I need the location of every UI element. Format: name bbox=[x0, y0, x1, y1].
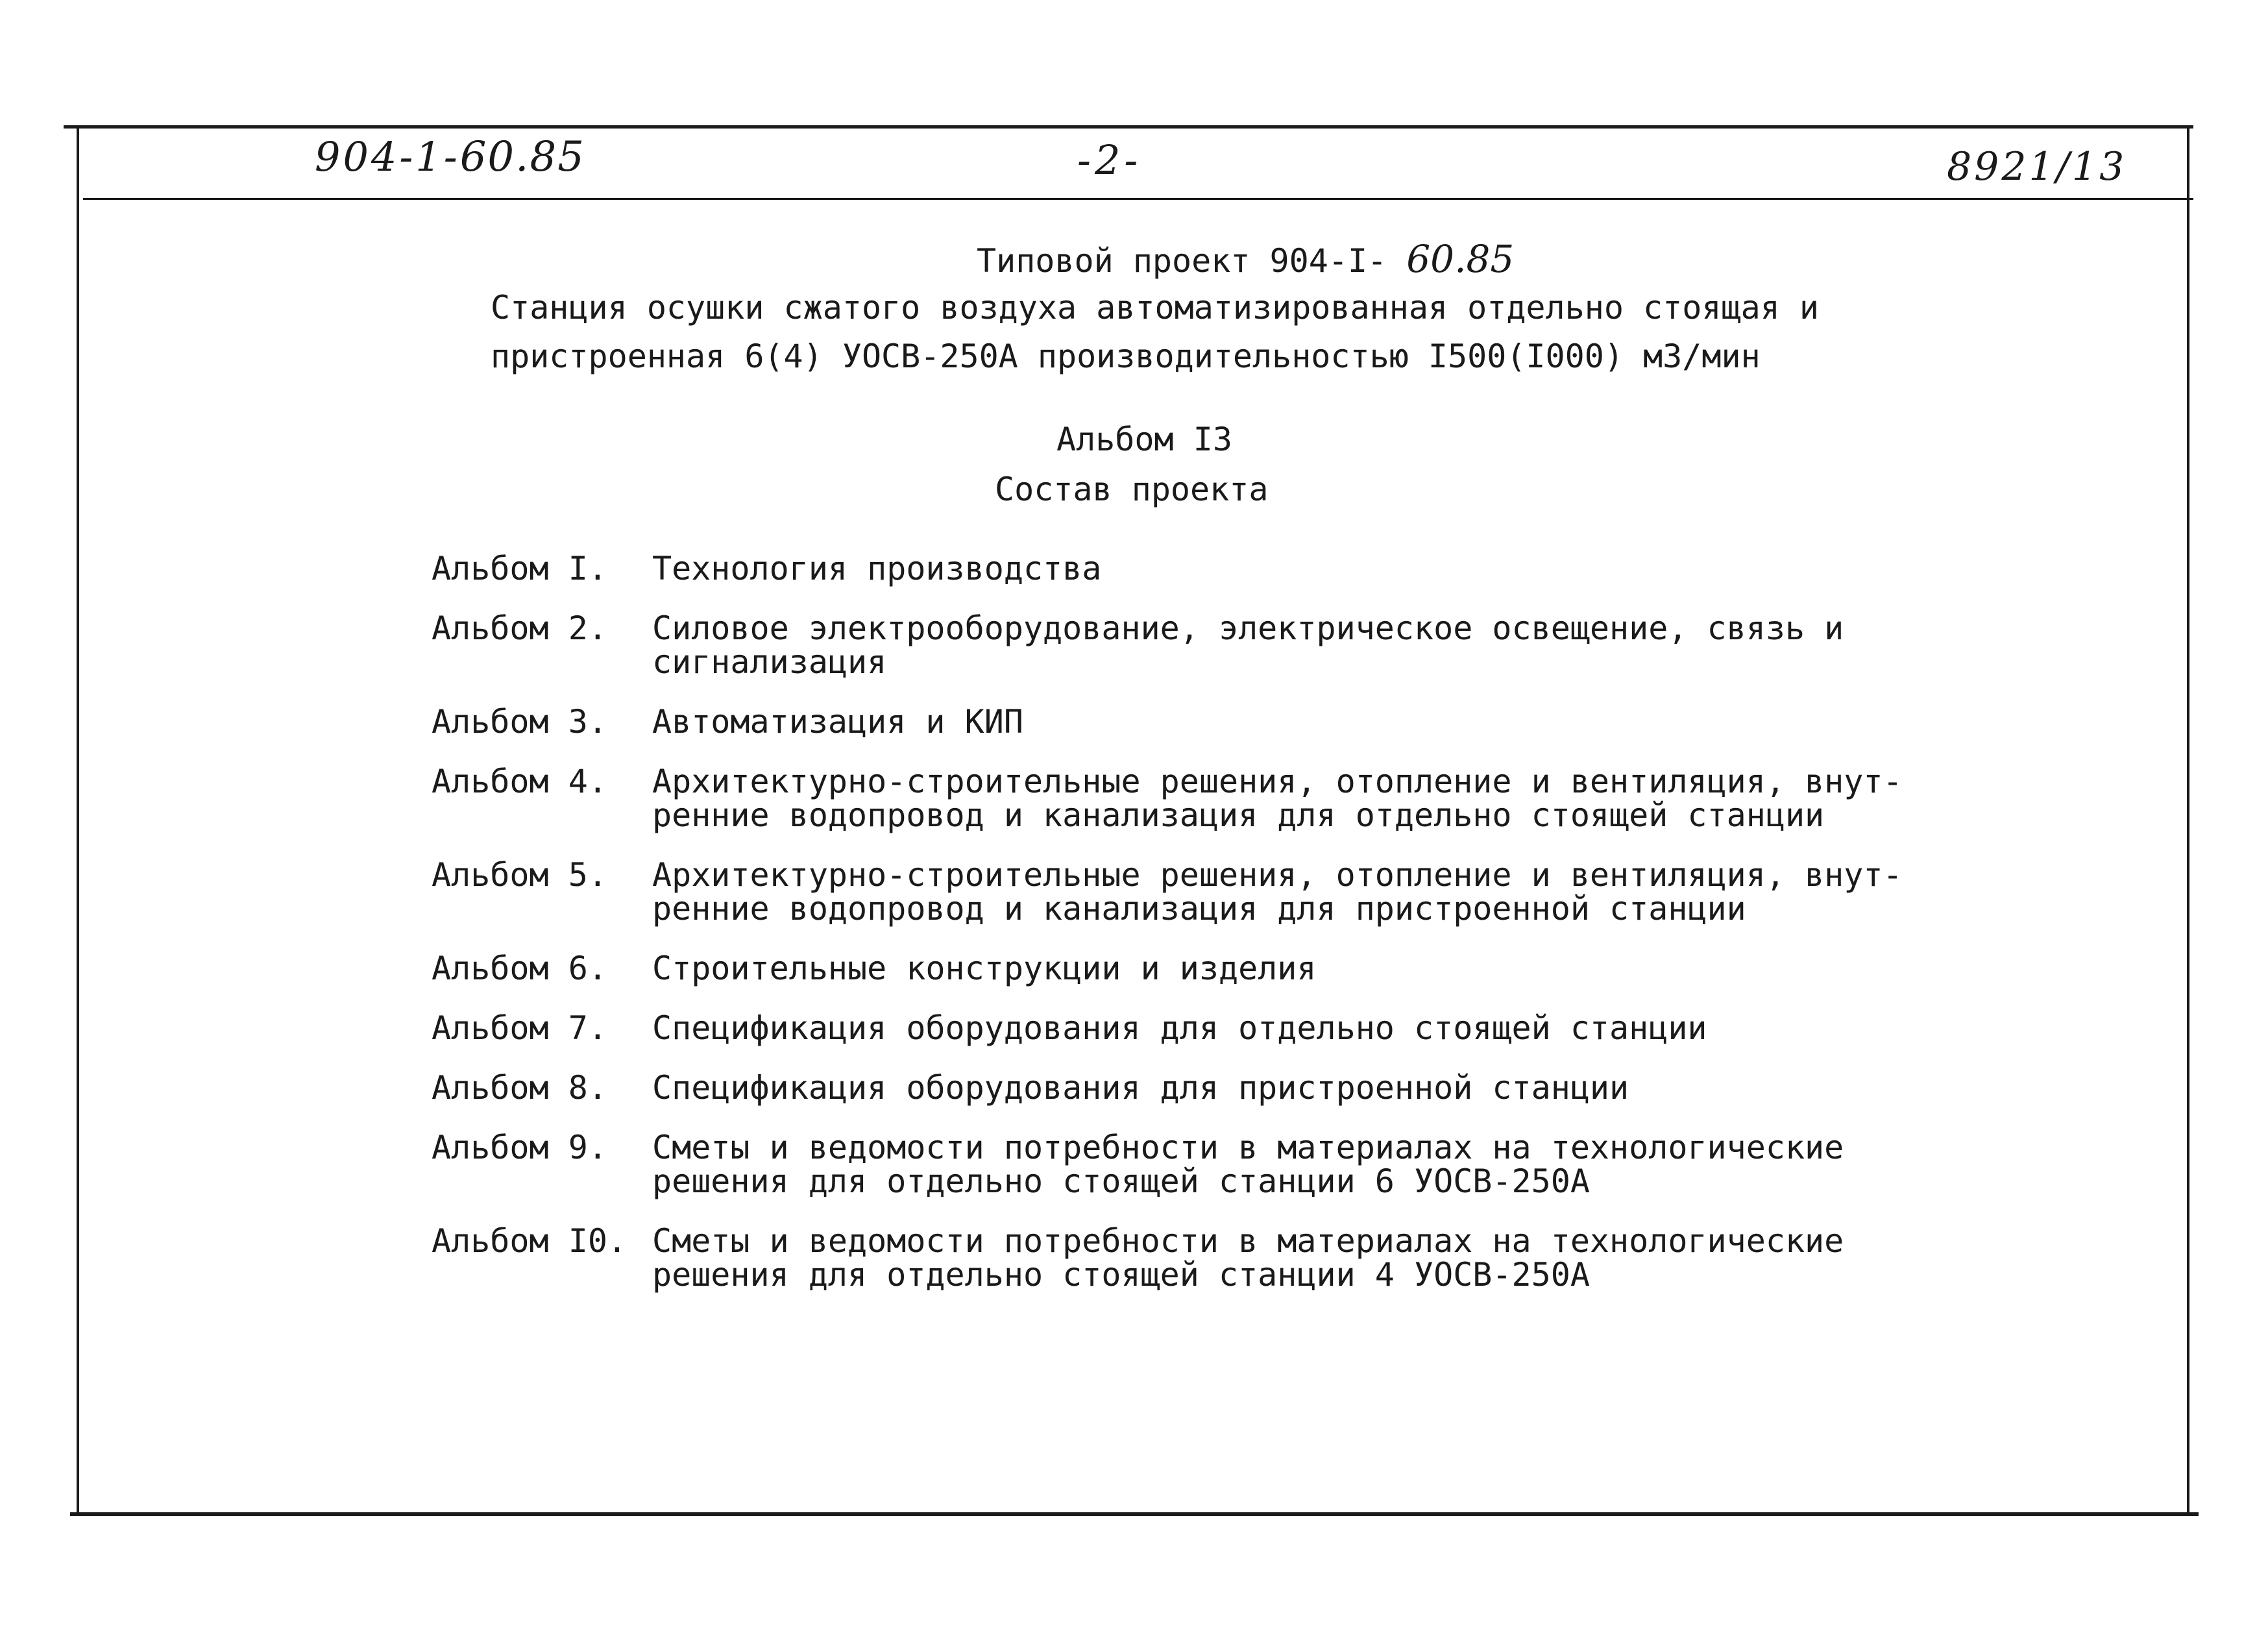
album-list bbox=[432, 552, 2184, 1318]
album-description-line: Сметы и ведомости потребности в материалах на технологические bbox=[652, 1129, 1844, 1166]
album-label: Альбом 9. bbox=[432, 1129, 607, 1166]
album-description-line: решения для отдельно стоящей станции 4 УОСВ-250А bbox=[652, 1256, 1590, 1294]
frame-top-rule bbox=[64, 125, 2193, 129]
album-description-line: Архитектурно-строительные решения, отопление и вентиляция, внут- bbox=[652, 763, 1903, 800]
document-code bbox=[315, 133, 585, 181]
list-item bbox=[432, 611, 2184, 679]
list-item bbox=[432, 952, 2184, 985]
album-label: Альбом 3. bbox=[432, 703, 607, 741]
composition-heading: Состав проекта bbox=[995, 471, 1269, 508]
project-title-handwritten: 60.85 bbox=[1406, 237, 1515, 281]
album-label: Альбом 7. bbox=[432, 1009, 607, 1047]
document-code-prefix: 904-1- bbox=[315, 133, 460, 180]
album-description-line: Архитектурно-строительные решения, отопление и вентиляция, внут- bbox=[652, 856, 1903, 894]
frame-right-rule bbox=[2187, 127, 2189, 1516]
album-description bbox=[652, 552, 1101, 585]
project-description-line-2: пристроенная 6(4) УОСВ-250А производительностью I500(I000) м3/мин bbox=[491, 338, 1761, 375]
list-item bbox=[432, 1131, 2184, 1198]
project-title bbox=[977, 237, 1515, 281]
album-description-line: сигнализация bbox=[652, 643, 887, 681]
document-code-suffix: 60.85 bbox=[459, 133, 585, 181]
album-heading: Альбом I3 bbox=[1056, 421, 1232, 458]
album-label: Альбом 8. bbox=[432, 1069, 607, 1107]
frame-bottom-rule bbox=[70, 1512, 2199, 1516]
header-divider bbox=[83, 198, 2193, 200]
album-label: Альбом 6. bbox=[432, 950, 607, 987]
page-number: -2- bbox=[1077, 136, 1142, 184]
album-description-line: Строительные конструкции и изделия bbox=[652, 950, 1317, 987]
album-description bbox=[652, 611, 1844, 679]
album-description-line: Автоматизация и КИП bbox=[652, 703, 1023, 741]
project-title-typed: Типовой проект 904-I- bbox=[977, 242, 1407, 280]
sheet-code: 8921/13 bbox=[1947, 144, 2127, 190]
list-item bbox=[432, 858, 2184, 926]
album-description-line: Спецификация оборудования для отдельно стоящей станции bbox=[652, 1009, 1707, 1047]
album-description bbox=[652, 1224, 1844, 1292]
list-item bbox=[432, 765, 2184, 832]
album-description bbox=[652, 858, 1903, 926]
album-label: Альбом I. bbox=[432, 550, 607, 587]
list-item bbox=[432, 1071, 2184, 1105]
album-description-line: ренние водопровод и канализация для пристроенной станции bbox=[652, 890, 1746, 927]
album-description bbox=[652, 1011, 1707, 1045]
list-item bbox=[432, 552, 2184, 585]
list-item bbox=[432, 1224, 2184, 1292]
album-description-line: Сметы и ведомости потребности в материалах на технологические bbox=[652, 1222, 1844, 1260]
album-label: Альбом 2. bbox=[432, 609, 607, 647]
album-label: Альбом I0. bbox=[432, 1222, 628, 1260]
album-description-line: Силовое электрооборудование, электрическое освещение, связь и bbox=[652, 609, 1844, 647]
album-description bbox=[652, 765, 1903, 832]
album-description bbox=[652, 1131, 1844, 1198]
album-description bbox=[652, 952, 1317, 985]
project-description-line-1: Станция осушки сжатого воздуха автоматизированная отдельно стоящая и bbox=[491, 289, 1819, 326]
album-label: Альбом 5. bbox=[432, 856, 607, 894]
album-description bbox=[652, 705, 1023, 739]
album-label: Альбом 4. bbox=[432, 763, 607, 800]
album-description-line: Технология производства bbox=[652, 550, 1102, 587]
list-item bbox=[432, 1011, 2184, 1045]
frame-left-rule bbox=[77, 125, 79, 1514]
album-description-line: Спецификация оборудования для пристроенной станции bbox=[652, 1069, 1629, 1107]
list-item bbox=[432, 705, 2184, 739]
album-description bbox=[652, 1071, 1629, 1105]
album-description-line: ренние водопровод и канализация для отдельно стоящей станции bbox=[652, 796, 1825, 834]
album-description-line: решения для отдельно стоящей станции 6 УОСВ-250А bbox=[652, 1162, 1590, 1200]
